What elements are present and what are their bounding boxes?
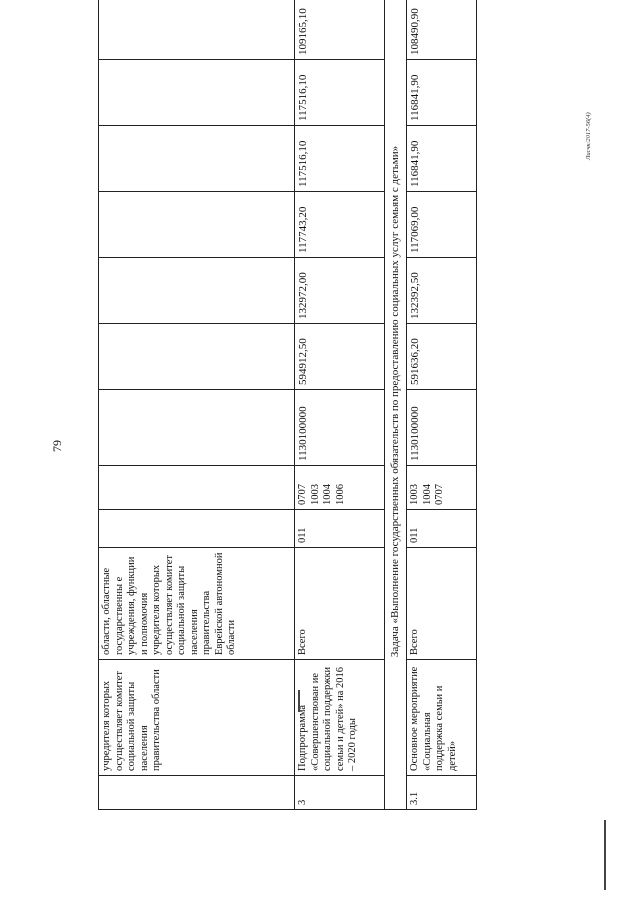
amount-2016: 132972,00: [295, 258, 385, 324]
amount-2019: [99, 60, 295, 126]
row-number: 3: [295, 776, 385, 810]
amount-2018: 116841,90: [407, 126, 477, 192]
rzpr-code: 0707 1003 1004 1006: [295, 466, 385, 510]
amount-2019: 117516,10: [295, 60, 385, 126]
amount-total: 594912,50: [295, 324, 385, 390]
task-row: [385, 0, 407, 810]
amount-2020: 109165,10: [295, 0, 385, 60]
csr-code: [99, 390, 295, 466]
grbs-code: 011: [295, 510, 385, 548]
executor: Всего: [295, 548, 385, 660]
amount-2016: 132392,50: [407, 258, 477, 324]
table-row: [407, 0, 477, 810]
csr-code: 1130100000: [295, 390, 385, 466]
amount-2017: [99, 192, 295, 258]
amount-2019: 116841,90: [407, 60, 477, 126]
amount-total: [99, 324, 295, 390]
amount-2018: 117516,10: [295, 126, 385, 192]
csr-code: 1130100000: [407, 390, 477, 466]
rotated-table: [98, 8, 638, 810]
document-code: Лисчк/2017-56(4): [585, 112, 592, 160]
row-number: [99, 776, 295, 810]
task-heading: Задача «Выполнение государственных обязательств по предоставлению социальных услуг семьям с детьми»: [385, 0, 407, 810]
grbs-code: [99, 510, 295, 548]
scan-mark: [604, 820, 606, 890]
program-name: учредителя которых осуществляет комитет социальной защиты населения правительства области: [99, 660, 295, 776]
row-number: 3.1: [407, 776, 477, 810]
grbs-code: 011: [407, 510, 477, 548]
table-row: [99, 0, 295, 810]
rzpr-code: [99, 466, 295, 510]
rzpr-code: 1003 1004 0707: [407, 466, 477, 510]
amount-total: 591636,20: [407, 324, 477, 390]
amount-2020: 108490,90: [407, 0, 477, 60]
page-number: 79: [50, 440, 64, 452]
amount-2017: 117069,00: [407, 192, 477, 258]
program-name: Основное мероприятие «Социальная поддержка семьи и детей»: [407, 660, 477, 776]
amount-2020: [99, 0, 295, 60]
amount-2018: [99, 126, 295, 192]
program-funding-table: [98, 0, 477, 810]
amount-2016: [99, 258, 295, 324]
executor: Всего: [407, 548, 477, 660]
amount-2017: 117743,20: [295, 192, 385, 258]
table-row: [295, 0, 385, 810]
program-name: Подпрограмма «Совершенствован ие социальной поддержки семьи и детей» на 2016 – 2020 годы: [295, 660, 385, 776]
executor: области, областные государственны е учреждения, функции и полномочия учредителя которых осуществляет комитет социальной защиты населения правительства Еврейской автономной области: [99, 548, 295, 660]
